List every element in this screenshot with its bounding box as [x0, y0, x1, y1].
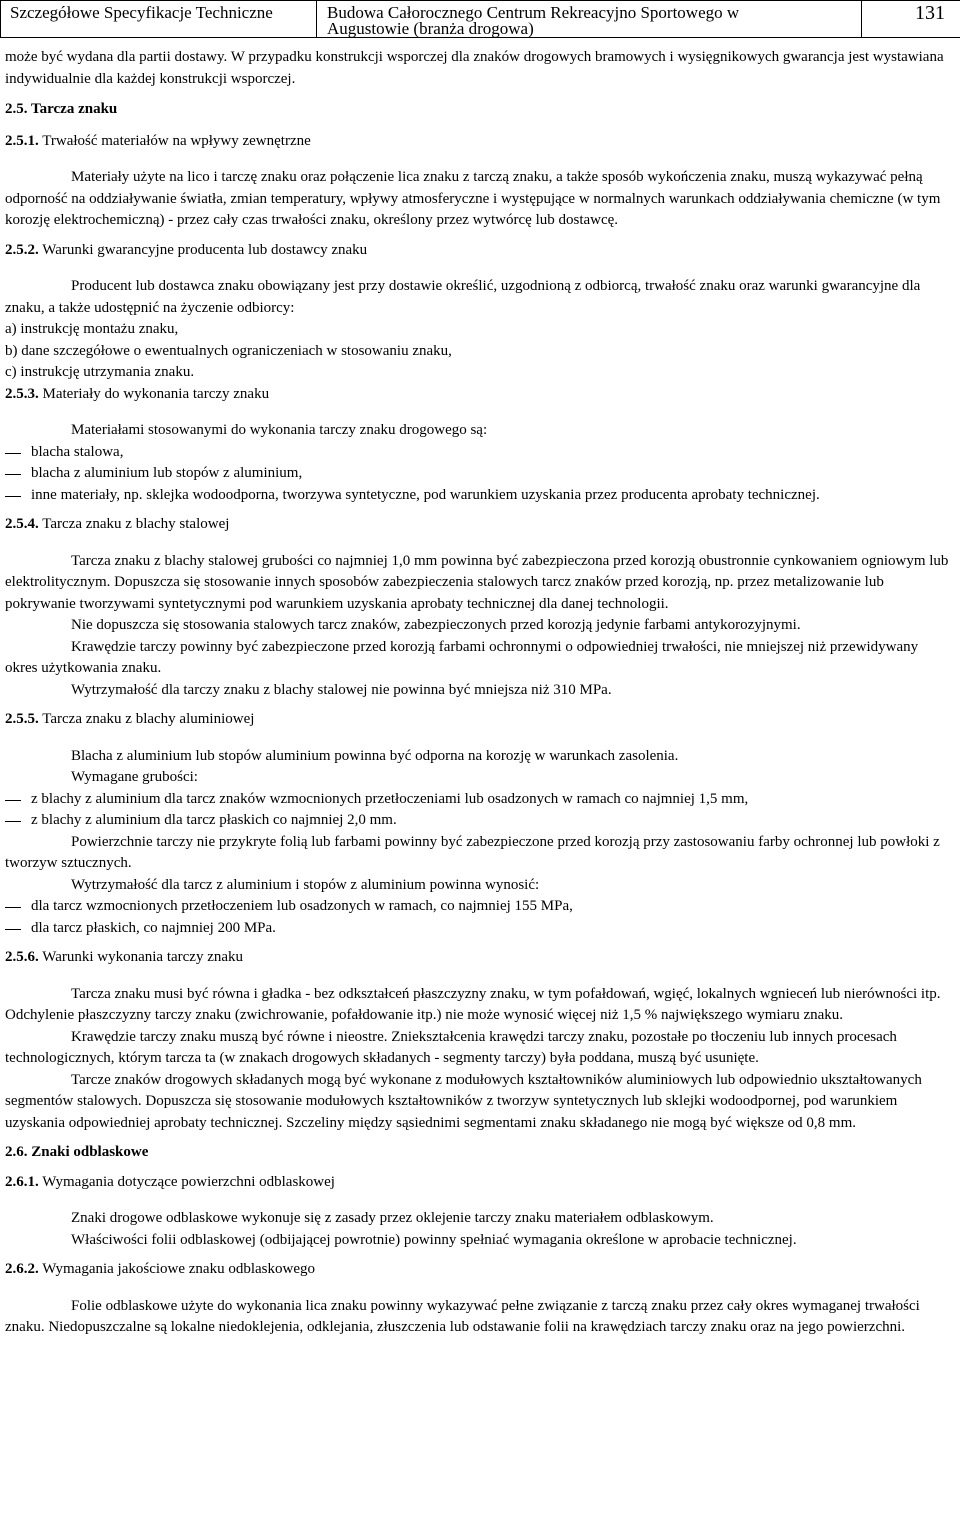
- dash-list-item: blacha z aluminium lub stopów z aluminium,: [5, 463, 953, 485]
- dash-list-item: z blachy z aluminium dla tarcz płaskich co najmniej 2,0 mm.: [5, 810, 953, 832]
- paragraph: Wymagane grubości:: [71, 769, 198, 785]
- section-heading-2-6: [5, 1142, 953, 1164]
- paragraph: Krawędzie tarczy powinny być zabezpieczone przed korozją farbami ochronnymi o odpowiedniej trwałości, nie mniejszej niż przewidywany okres użytkowania znaku.: [5, 638, 919, 676]
- paragraph: Tarcza znaku z blachy stalowej grubości co najmniej 1,0 mm powinna być zabezpieczona przed korozją obustronnie cynkowaniem ogniowym lub elektrolitycznym. Dopuszcza się stosowanie innych sposobów zabezpieczenia stalowych tarcz znaków przed korozją, np. przez metalizowanie lub pokrywanie tworzywami syntetycznymi pod warunkiem uzyskania aprobaty technicznej dla danej technologii.: [5, 552, 949, 612]
- section-heading-2-5-5: [5, 709, 953, 731]
- paragraph: Nie dopuszcza się stosowania stalowych tarcz znaków, zabezpieczonych przed korozją jedynie farbami antykorozyjnymi.: [71, 617, 801, 633]
- paragraph: Wytrzymałość dla tarczy znaku z blachy stalowej nie powinna być mniejsza niż 310 MPa.: [71, 681, 612, 698]
- section-number: 2.5.5.: [5, 711, 39, 727]
- section-title: Tarcza znaku z blachy aluminiowej: [42, 711, 255, 727]
- list-item: c) instrukcję utrzymania znaku.: [5, 364, 195, 380]
- dash-list-item: inne materiały, np. sklejka wodoodporna, tworzywa syntetyczne, pod warunkiem uzyskania przez producenta aprobaty technicznej.: [5, 485, 953, 507]
- paragraph: Właściwości folii odblaskowej (odbijającej powrotnie) powinny spełniać wymagania określone w aprobacie technicznej.: [71, 1231, 797, 1248]
- paragraph: Materiały użyte na lico i tarczę znaku oraz połączenie lica znaku z tarczą znaku, a także sposób wykończenia znaku, muszą wykazywać pełną odporność na oddziaływanie światła, zmian temperatury, wpływy atmosferyczne i występujące w normalnych warunkach oddziaływania chemiczne (w tym korozję elektrochemiczną) - przez cały czas trwałości znaku, określony przez wytwórcę lub dostawcę.: [5, 169, 941, 228]
- section-title: Znaki odblaskowe: [31, 1144, 149, 1160]
- header-project-title: Budowa Całorocznego Centrum Rekreacyjno Sportowego w: [327, 3, 740, 22]
- section-title: Materiały do wykonania tarczy znaku: [42, 385, 270, 402]
- section-number: 2.5.6.: [5, 949, 39, 965]
- section-heading-2-6-2: [5, 1259, 953, 1281]
- section-title: Warunki wykonania tarczy znaku: [42, 949, 244, 965]
- section-title: Tarcza znaku z blachy stalowej: [42, 516, 230, 532]
- intro-paragraph: może być wydana dla partii dostawy. W przypadku konstrukcji wsporczej dla znaków drogowych bramowych i wysięgnikowych gwarancja jest wystawiana indywidualnie dla każdej konstrukcji wsporczej.: [5, 49, 944, 87]
- paragraph: Materiałami stosowanymi do wykonania tarczy znaku drogowego są:: [71, 422, 488, 438]
- dash-list-item: dla tarcz wzmocnionych przetłoczeniem lub osadzonych w ramach, co najmniej 155 MPa,: [5, 896, 953, 918]
- section-title: Warunki gwarancyjne producenta lub dostawcy znaku: [42, 241, 368, 258]
- section-number: 2.5.3.: [5, 385, 39, 402]
- header-cell-right: [861, 0, 960, 38]
- paragraph: Znaki drogowe odblaskowe wykonuje się z zasady przez oklejenie tarczy znaku materiałem odblaskowym.: [71, 1210, 714, 1226]
- section-heading-2-5-2: [5, 240, 953, 262]
- section-title: Wymagania jakościowe znaku odblaskowego: [42, 1261, 315, 1277]
- header-project-subtitle: Augustowie (branża drogowa): [327, 19, 534, 38]
- section-title: Wymagania dotyczące powierzchni odblaskowej: [42, 1173, 335, 1190]
- section-heading-2-5: [5, 99, 953, 121]
- section-number: 2.6.2.: [5, 1261, 39, 1277]
- section-number: 2.6.: [5, 1144, 28, 1160]
- section-title: Trwałość materiałów na wpływy zewnętrzne: [42, 132, 311, 149]
- list-item: a) instrukcję montażu znaku,: [5, 321, 179, 337]
- paragraph: Tarcza znaku musi być równa i gładka - bez odkształceń płaszczyzny znaku, w tym pofałdowań, wgięć, lokalnych wgnieceń lub nierówności itp. Odchylenie płaszczyzny tarczy znaku (zwichrowanie, pofałdowanie itp.) nie może wynosić więcej niż 1,5 % największego wymiaru znaku.: [5, 985, 941, 1023]
- page-header: [0, 0, 960, 40]
- list-item: b) dane szczegółowe o ewentualnych ograniczeniach w stosowaniu znaku,: [5, 342, 452, 359]
- section-number: 2.6.1.: [5, 1173, 39, 1190]
- document-body: [5, 47, 953, 1339]
- section-heading-2-5-1: [5, 131, 953, 153]
- page-number: 131: [915, 2, 945, 24]
- section-number: 2.5.: [5, 101, 28, 117]
- section-number: 2.5.4.: [5, 516, 39, 532]
- dash-list-item: dla tarcz płaskich, co najmniej 200 MPa.: [5, 918, 953, 940]
- paragraph: Producent lub dostawca znaku obowiązany jest przy dostawie określić, uzgodnioną z odbiorcą, trwałość znaku oraz warunki gwarancyjne dla znaku, a także udostępnić na życzenie odbiorcy:: [5, 278, 921, 316]
- header-doc-title: Szczegółowe Specyfikacje Techniczne: [10, 3, 273, 22]
- section-title: Tarcza znaku: [30, 101, 118, 117]
- paragraph: Wytrzymałość dla tarcz z aluminium i stopów z aluminium powinna wynosić:: [71, 876, 540, 893]
- section-number: 2.5.1.: [5, 132, 39, 149]
- section-heading-2-5-6: [5, 947, 953, 969]
- section-heading-2-5-4: [5, 514, 953, 536]
- paragraph: Powierzchnie tarczy nie przykryte folią lub farbami powinny być zabezpieczone przed korozją przy zastosowaniu farby ochronnej lub powłoki z tworzyw sztucznych.: [5, 833, 940, 871]
- dash-list-item: z blachy z aluminium dla tarcz znaków wzmocnionych przetłoczeniami lub osadzonych w ramach co najmniej 1,5 mm,: [5, 789, 953, 811]
- section-heading-2-6-1: [5, 1172, 953, 1194]
- paragraph: Blacha z aluminium lub stopów aluminium powinna być odporna na korozję w warunkach zasolenia.: [71, 747, 679, 764]
- paragraph: Tarcze znaków drogowych składanych mogą być wykonane z modułowych kształtowników aluminiowych lub odpowiednio ukształtowanych segmentów stalowych. Dopuszcza się stosowanie modułowych kształtowników z tworzyw syntetycznych lub sklejki wodoodpornej, pod warunkiem uzyskania odpowiedniej aprobaty technicznej. Szczeliny między sąsiednimi segmentami znaku składanego nie mogą być większe od 0,8 mm.: [5, 1071, 922, 1131]
- section-heading-2-5-3: [5, 384, 953, 406]
- dash-list-item: blacha stalowa,: [5, 442, 953, 464]
- paragraph: Folie odblaskowe użyte do wykonania lica znaku powinny wykazywać pełne związanie z tarczą znaku przez cały okres wymaganej trwałości znaku. Niedopuszczalne są lokalne niedoklejenia, odklejania, złuszczenia lub odstawanie folii na krawędziach tarczy znaku oraz na jego powierzchni.: [5, 1297, 920, 1335]
- section-number: 2.5.2.: [5, 241, 39, 258]
- paragraph: Krawędzie tarczy znaku muszą być równe i nieostre. Zniekształcenia krawędzi tarczy znaku, pozostałe po tłoczeniu lub innych procesach technologicznych, którym tarcza ta (w znakach drogowych składanych - segmenty tarczy) była poddana, muszą być usunięte.: [5, 1028, 897, 1066]
